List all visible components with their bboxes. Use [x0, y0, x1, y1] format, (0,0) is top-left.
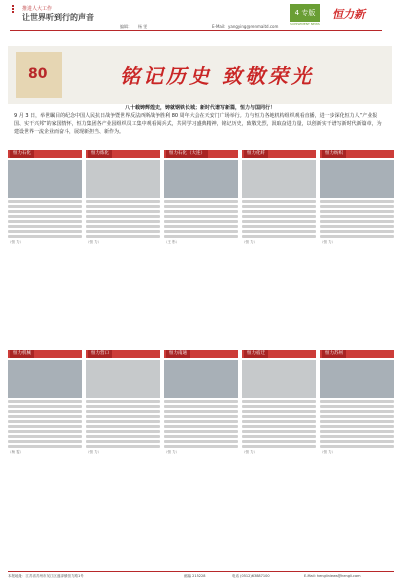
story-text: [8, 400, 82, 448]
story-card[interactable]: [320, 350, 394, 455]
story-caption: （恒 力）: [86, 450, 102, 454]
newspaper-logo: 恒力新: [332, 8, 365, 21]
story-title: 恒力炼化: [86, 150, 160, 158]
page-footer: [8, 571, 394, 581]
story-title: 恒力石化: [8, 150, 82, 158]
story-caption: （恒 力）: [320, 450, 336, 454]
story-photo: [8, 360, 82, 398]
story-caption: （恒 力）: [164, 450, 180, 454]
email-label: E-Mail:: [212, 24, 226, 29]
footer-email[interactable]: E-Mail: hengliniews@hengli.com: [304, 574, 361, 578]
header-rule: [10, 30, 382, 31]
decoration-dots: [12, 4, 18, 12]
story-photo: [8, 160, 82, 198]
story-photo: [164, 360, 238, 398]
story-title: 恒力南通: [164, 350, 238, 358]
story-caption: （恒 力）: [320, 240, 336, 244]
story-photo: [320, 360, 394, 398]
story-text: [86, 400, 160, 448]
anniversary-emblem: 80: [16, 52, 62, 98]
story-title: 恒力苏州: [320, 350, 394, 358]
story-card[interactable]: [164, 350, 238, 455]
editor-name: 杨 雯: [138, 24, 148, 29]
story-photo: [86, 360, 160, 398]
footer-address: 本报地址：江苏省苏州市吴江区盛泽镇恒力路1号: [8, 574, 84, 578]
footer-phone: 电话 (0512)63887100: [232, 574, 270, 578]
story-caption: （王 彤）: [164, 240, 180, 244]
story-title: 恒力宿迁: [242, 350, 316, 358]
story-title: 恒力石化（大连）: [164, 150, 238, 158]
story-photo: [242, 360, 316, 398]
story-caption: （恒 力）: [86, 240, 102, 244]
page-badge: 4 专版: [290, 4, 320, 22]
story-card[interactable]: [242, 350, 316, 455]
lead-body: 9 月 3 日，举世瞩目的纪念中国人民抗日战争暨世界反法西斯战争胜利 80 周年大会在天安门广场举行。力与恒力各地机构组织观看直播，进一步深化恒力人“产业报国、实干兴邦”的家国情怀，恒力集团各产业园组织员工集中观看阅兵式，共同学习盛典精神，铭记历史，致敬先烈，汲取奋进力量，以创新实干谱写新时代新篇章，为建设世界一流企业而奋斗，展现新担当、新作为。: [14, 113, 382, 135]
story-caption: （杨 雯）: [8, 450, 24, 454]
story-text: [164, 400, 238, 448]
story-text: [320, 400, 394, 448]
story-photo: [242, 160, 316, 198]
story-text: [164, 200, 238, 238]
story-text: [320, 200, 394, 238]
story-photo: [164, 160, 238, 198]
header-slogan: 让世界听到行的声音: [22, 13, 94, 22]
story-text: [242, 200, 316, 238]
story-title: 恒力营口: [86, 350, 160, 358]
feature-banner: [8, 46, 392, 104]
story-caption: （恒 力）: [8, 240, 24, 244]
story-card[interactable]: [320, 150, 394, 245]
editor-label: 编辑：: [120, 24, 132, 29]
feature-headline: 铭记历史 致敬荣光: [120, 64, 314, 88]
story-title: 恒力化纤: [242, 150, 316, 158]
story-photo: [320, 160, 394, 198]
story-card[interactable]: [8, 150, 82, 245]
column-tag: 推进人大工作: [22, 6, 53, 12]
story-card[interactable]: [86, 350, 160, 455]
story-title: 恒力纺织: [320, 150, 394, 158]
story-title: 恒力机械: [8, 350, 82, 358]
story-text: [8, 200, 82, 238]
story-card[interactable]: [86, 150, 160, 245]
email-address[interactable]: yangying@renmaitd.com: [228, 24, 279, 29]
story-card[interactable]: [164, 150, 238, 245]
story-card[interactable]: [242, 150, 316, 245]
story-card[interactable]: [8, 350, 82, 455]
page-sub: SUPPLEMENT NEWS: [290, 22, 320, 26]
lead-paragraph: [14, 104, 386, 136]
story-text: [242, 400, 316, 448]
story-text: [86, 200, 160, 238]
story-caption: （恒 力）: [242, 240, 258, 244]
page-header: [0, 0, 402, 52]
story-caption: （恒 力）: [242, 450, 258, 454]
lead-title: 八十载铸辉煌史，铸就钢铁长城；新时代谱写新篇，恒力与国同行！: [124, 105, 275, 111]
footer-postcode: 邮编 215228: [184, 574, 206, 578]
story-photo: [86, 160, 160, 198]
